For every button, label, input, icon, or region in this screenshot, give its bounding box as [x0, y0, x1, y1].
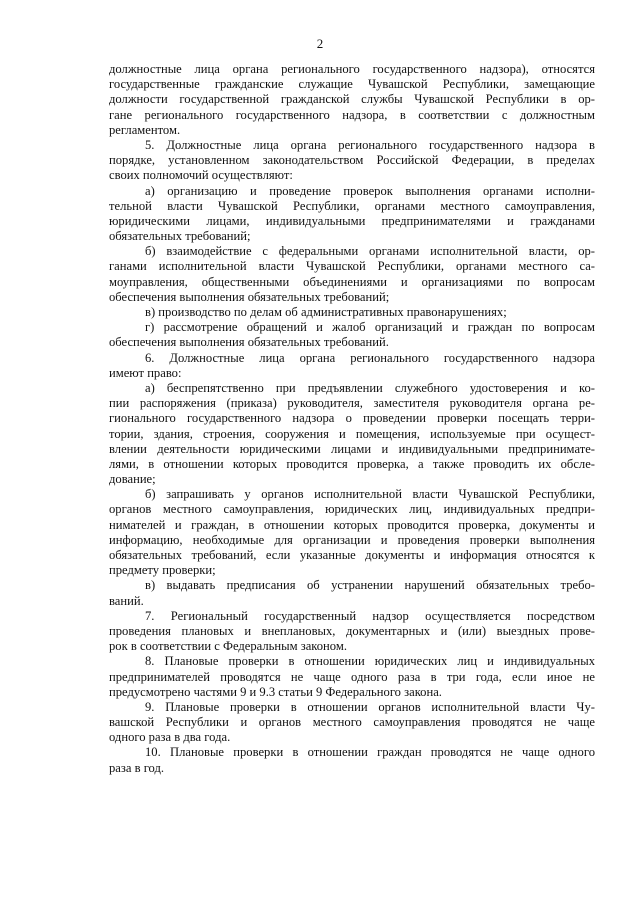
text-line: своих полномочий осуществляют:	[109, 168, 293, 183]
text-line: г) рассмотрение обращений и жалоб организаций и граждан по вопросам	[145, 320, 595, 335]
paragraph	[109, 184, 595, 245]
text-line: ганами исполнительной власти Чувашской Республики, органами местного са-	[109, 259, 595, 274]
text-line: влении деятельности юридическими лицами и индивидуальными предпринимате-	[109, 441, 595, 456]
text-line: юридическими лицами, индивидуальными предпринимателями и гражданами	[109, 213, 595, 228]
text-line: предусмотрено частями 9 и 9.3 статьи 9 Федерального закона.	[109, 684, 442, 699]
text-line: а) организацию и проведение проверок выполнения органами исполни-	[145, 183, 595, 198]
text-line: моуправления, общественными объединениями и организациями по вопросам	[109, 274, 595, 289]
paragraph	[109, 62, 595, 138]
paragraph	[109, 578, 595, 608]
text-line: 5. Должностные лица органа регионального государственного надзора в	[145, 137, 595, 152]
text-line: лями, в отношении которых проводится проверка, а также проводить их обсле-	[109, 456, 595, 471]
text-line: органов местного самоуправления, юридических лиц, индивидуальных предпри-	[109, 502, 595, 517]
text-line: тельной власти Чувашской Республики, органами местного самоуправления,	[109, 198, 595, 213]
text-line: гионального государственного надзора о проведении проверки посещать терри-	[109, 411, 595, 426]
paragraph	[109, 305, 595, 320]
text-line: б) запрашивать у органов исполнительной власти Чувашской Республики,	[145, 487, 595, 502]
paragraph	[109, 700, 595, 746]
text-line: обеспечения выполнения обязательных требований.	[109, 335, 389, 350]
text-line: обязательных требований;	[109, 229, 251, 244]
text-line: пии распоряжения (приказа) руководителя, заместителя руководителя органа ре-	[109, 396, 595, 411]
text-line: в) производство по делам об административных правонарушениях;	[145, 305, 507, 319]
paragraph	[109, 745, 595, 775]
text-line: в) выдавать предписания об устранении нарушений обязательных требо-	[145, 578, 595, 593]
text-line: 7. Региональный государственный надзор осуществляется посредством	[145, 608, 595, 623]
text-line: имеют право:	[109, 365, 182, 380]
paragraph	[109, 320, 595, 350]
text-line: информацию, необходимые для организации и проведения проверки выполнения	[109, 532, 595, 547]
text-line: тории, здания, строения, сооружения и помещения, используемые при осущест-	[109, 426, 595, 441]
text-line: раза в год.	[109, 760, 165, 775]
page-number: 2	[316, 36, 324, 51]
text-line: 8. Плановые проверки в отношении юридических лиц и индивидуальных	[145, 654, 595, 669]
text-line: обязательных требований, если указанные документы и информация относятся к	[109, 548, 595, 562]
text-line: вашской Республики и органов местного самоуправления проводятся не чаще	[109, 715, 595, 730]
text-line: государственные гражданские служащие Чувашской Республики, замещающие	[109, 77, 595, 92]
text-line: 9. Плановые проверки в отношении органов исполнительной власти Чу-	[145, 699, 595, 714]
text-line: 6. Должностные лица органа регионального государственного надзора	[145, 350, 595, 365]
paragraph	[109, 351, 595, 381]
text-line: ваний.	[109, 593, 144, 608]
text-line: нимателей и граждан, в отношении которых проводится проверка, документы и	[109, 517, 595, 532]
paragraph	[109, 609, 595, 655]
text-line: рок в соответствии с Федеральным законом.	[109, 639, 347, 654]
text-line: регламентом.	[109, 122, 181, 137]
text-line: гане регионального государственного надзора, в соответствии с должностным	[109, 107, 595, 122]
text-line: обеспечения выполнения обязательных требований;	[109, 289, 390, 304]
text-line: предпринимателей проводятся не чаще одного раза в три года, если иное не	[109, 669, 595, 684]
text-line: должности государственной гражданской службы Чувашской Республики в ор-	[109, 92, 595, 107]
text-line: б) взаимодействие с федеральными органами исполнительной власти, ор-	[145, 244, 595, 259]
text-line: порядке, установленном законодательством Российской Федерации, в пределах	[109, 153, 595, 168]
text-line: должностные лица органа регионального государственного надзора), относятся	[109, 62, 595, 76]
text-line: предмету проверки;	[109, 563, 216, 578]
paragraph	[109, 487, 595, 578]
paragraph	[109, 138, 595, 184]
text-line: 10. Плановые проверки в отношении граждан проводятся не чаще одного	[145, 745, 595, 760]
paragraph	[109, 381, 595, 487]
document-body	[109, 62, 595, 776]
text-line: проведения плановых и внеплановых, документарных и (или) выездных прове-	[109, 623, 595, 638]
text-line: а) беспрепятственно при предъявлении служебного удостоверения и ко-	[145, 380, 595, 395]
paragraph	[109, 244, 595, 305]
text-line: дование;	[109, 472, 156, 487]
paragraph	[109, 654, 595, 700]
text-line: одного раза в два года.	[109, 730, 231, 745]
